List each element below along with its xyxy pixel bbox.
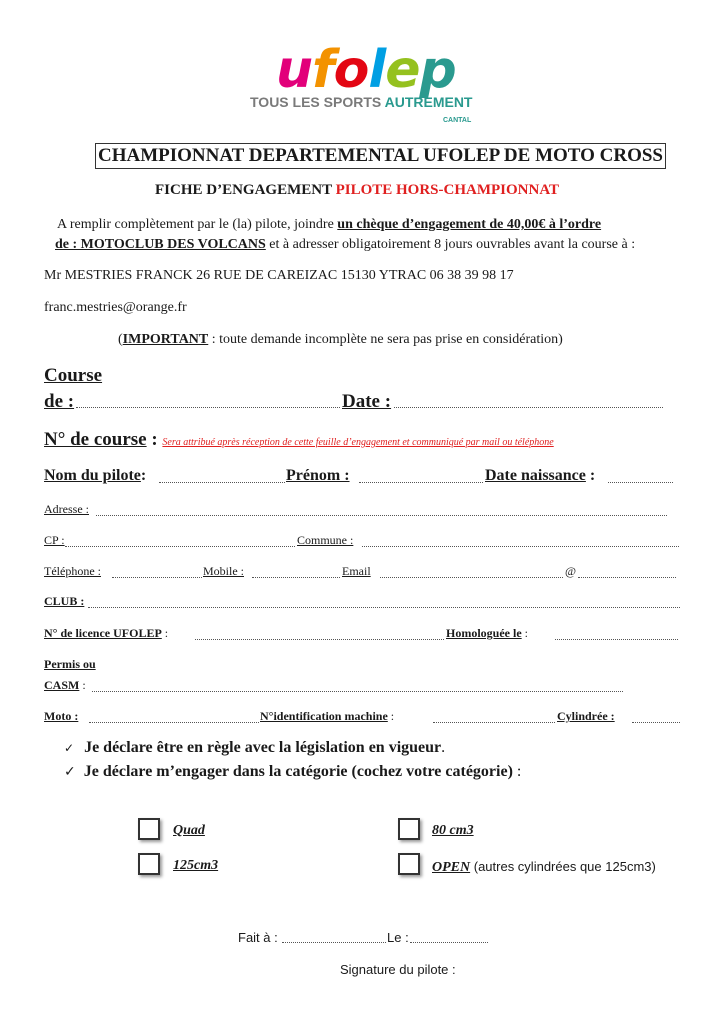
first-name-label: Prénom : [286, 467, 350, 484]
place-field[interactable] [282, 932, 386, 943]
mobile-label: Mobile : [203, 564, 244, 578]
license-text: N° de licence UFOLEP [44, 626, 162, 640]
address-field[interactable] [96, 505, 667, 516]
logo-letter-o: o [333, 40, 369, 100]
phone-field[interactable] [112, 567, 202, 578]
license-sep: : [161, 626, 169, 640]
postcode-field[interactable] [65, 536, 295, 547]
place-label: Fait à : [238, 930, 278, 945]
tagline-part-a: TOUS LES SPORTS [250, 94, 382, 110]
instructions-cheque: un chèque d’engagement de 40,00€ à l’ordre [337, 217, 602, 232]
logo-letter-f: f [312, 40, 334, 100]
moto-label: Moto : [44, 709, 79, 723]
date-field[interactable] [394, 397, 663, 408]
date-label: Date : [342, 391, 392, 412]
instructions-text-1: A remplir complètement par le (la) pilote, joindre [57, 217, 334, 232]
license-field[interactable] [195, 629, 444, 640]
course-number-sep: : [146, 429, 163, 450]
casm-field[interactable] [92, 681, 623, 692]
birth-date-field[interactable] [608, 472, 673, 483]
birth-date-text: Date naissance [485, 467, 586, 484]
course-label: Course [44, 365, 103, 386]
important-note [118, 332, 563, 348]
checkbox-quad[interactable] [138, 818, 160, 840]
homologation-sep: : [521, 626, 528, 640]
email-field-user[interactable] [380, 567, 563, 578]
email-field-domain[interactable] [578, 567, 676, 578]
instructions-line-2 [55, 237, 635, 253]
logo-region: CANTAL [443, 117, 472, 124]
homologation-text: Homologuée le [446, 626, 522, 640]
phone-label: Téléphone : [44, 564, 101, 578]
declaration-category-text: Je déclare m’engager dans la catégorie (cochez votre catégorie) [83, 763, 513, 780]
club-label: CLUB : [44, 594, 85, 608]
checkmark-icon: ✓ [64, 764, 76, 780]
checkmark-icon: ✓ [64, 741, 75, 755]
first-name-field[interactable] [359, 472, 483, 483]
displacement-field[interactable] [632, 712, 680, 723]
contact-address: Mr MESTRIES FRANCK 26 RUE DE CAREIZAC 15130 YTRAC 06 38 39 98 17 [44, 268, 514, 283]
logo-letter-l: l [368, 40, 386, 100]
course-number-row [44, 429, 554, 451]
course-de-label: de : [44, 391, 75, 412]
important-text: : toute demande incomplète ne sera pas prise en considération) [208, 332, 563, 347]
machine-id-text: N°identification machine [260, 709, 388, 723]
logo-letter-e: e [385, 40, 420, 100]
tagline-part-b: AUTREMENT [384, 94, 473, 110]
checkbox-125cm3[interactable] [138, 853, 160, 875]
subtitle-part-a: FICHE D’ENGAGEMENT [155, 182, 332, 198]
email-label: Email [342, 564, 371, 578]
ufolep-logo [276, 40, 456, 100]
logo-tagline [250, 94, 472, 110]
birth-date-label [485, 467, 595, 485]
moto-field[interactable] [89, 712, 259, 723]
category-80cm3-label: 80 cm3 [432, 823, 474, 838]
course-number-label: N° de course [44, 429, 147, 450]
instructions-line-1 [57, 217, 601, 233]
machine-id-sep: : [387, 709, 395, 723]
instructions-text-2: et à adresser obligatoirement 8 jours ouvrables avant la course à : [269, 237, 636, 252]
signature-label: Signature du pilote : [340, 962, 456, 977]
permit-label: Permis ou [44, 657, 96, 671]
pilot-name-sep: : [140, 467, 147, 484]
town-label: Commune : [297, 533, 354, 547]
homologation-field[interactable] [555, 629, 678, 640]
address-label: Adresse : [44, 502, 89, 516]
pilot-name-text: Nom du pilote [44, 467, 141, 484]
course-field[interactable] [76, 397, 340, 408]
page-subtitle [155, 182, 559, 199]
category-125cm3-label: 125cm3 [173, 858, 219, 873]
casm-label [44, 678, 86, 693]
machine-id-field[interactable] [433, 712, 555, 723]
postcode-label: CP : [44, 533, 65, 547]
category-quad-label: Quad [173, 823, 205, 838]
contact-email: franc.mestries@orange.fr [44, 300, 187, 315]
declaration-category-tail: : [512, 763, 522, 780]
checkbox-80cm3[interactable] [398, 818, 420, 840]
declaration-legislation-tail: . [441, 739, 446, 756]
pilot-name-label [44, 467, 146, 485]
important-label: IMPORTANT [122, 332, 209, 347]
casm-sep: : [79, 678, 86, 692]
email-at-sign: @ [565, 564, 577, 578]
declaration-category [64, 763, 521, 781]
date-signed-label: Le : [387, 930, 409, 945]
town-field[interactable] [362, 536, 679, 547]
category-open-label: OPEN [432, 860, 471, 875]
birth-date-sep: : [585, 467, 596, 484]
pilot-name-field[interactable] [159, 472, 285, 483]
mobile-field[interactable] [252, 567, 340, 578]
logo-letter-p: p [419, 40, 456, 100]
category-open-row [432, 858, 656, 876]
club-field[interactable] [88, 597, 680, 608]
page-title: CHAMPIONNAT DEPARTEMENTAL UFOLEP DE MOTO CROSS [95, 143, 666, 169]
important-open: ( [118, 332, 123, 347]
declaration-legislation [64, 739, 445, 757]
machine-id-label [260, 709, 394, 724]
declaration-legislation-text: Je déclare être en règle avec la législation en vigueur [84, 739, 442, 756]
logo-letter-u: u [276, 40, 313, 100]
date-signed-field[interactable] [410, 932, 488, 943]
displacement-label: Cylindrée : [557, 709, 615, 723]
license-label [44, 626, 168, 641]
homologation-label [446, 626, 528, 641]
checkbox-open[interactable] [398, 853, 420, 875]
casm-text: CASM [44, 678, 80, 692]
course-number-note: Sera attribué après réception de cette feuille d’engagement et communiqué par mail ou téléphone [162, 437, 554, 448]
instructions-club: de : MOTOCLUB DES VOLCANS [55, 237, 266, 252]
subtitle-part-b: PILOTE HORS-CHAMPIONNAT [335, 182, 560, 198]
category-open-note: (autres cylindrées que 125cm3) [470, 859, 656, 874]
